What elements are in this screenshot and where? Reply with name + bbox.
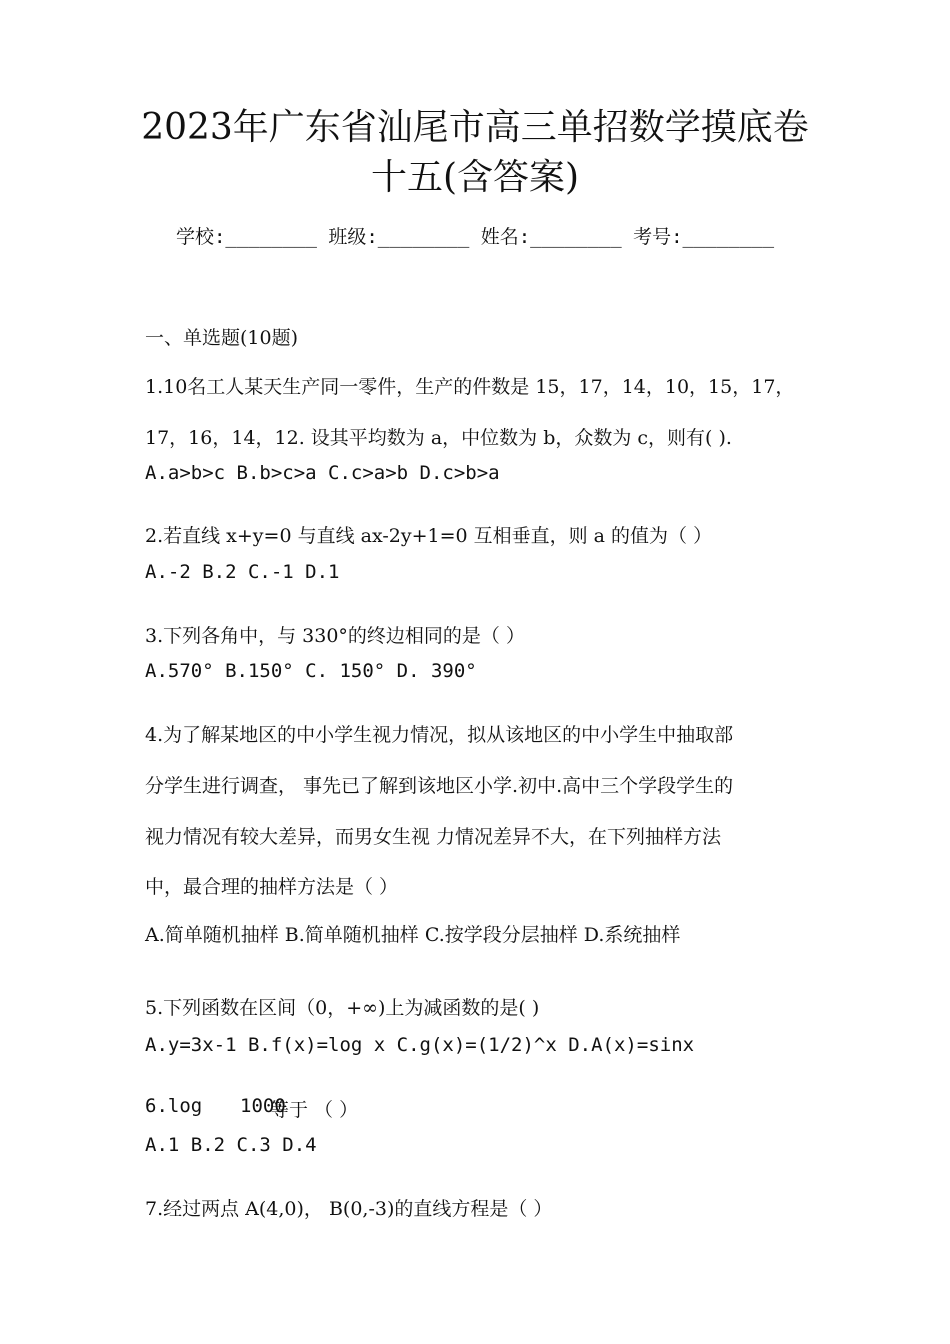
question-1-line-1: 1.10名工人某天生产同一零件，生产的件数是 15，17，14，10，15，17， xyxy=(145,376,795,398)
question-5-options: A.y=3x-1 B.f(x)=log x C.g(x)=(1/2)^x D.A(x)=sinx xyxy=(145,1034,695,1056)
question-6-stem-number: 1000 xyxy=(240,1095,286,1117)
question-1-line-2: 17，16，14，12. 设其平均数为 a，中位数为 b，众数为 c，则有( ). xyxy=(145,427,732,449)
question-4-line-1: 4.为了解某地区的中小学生视力情况，拟从该地区的中小学生中抽取部 xyxy=(145,724,734,746)
question-6-options: A.1 B.2 C.3 D.4 xyxy=(145,1134,317,1156)
question-4-line-3: 视力情况有较大差异，而男女生视 力情况差异不大，在下列抽样方法 xyxy=(145,826,722,848)
student-info-line: 学校:________ 班级:________ 姓名:________ 考号:________ xyxy=(175,226,775,248)
question-3-stem: 3.下列各角中，与 330°的终边相同的是（ ） xyxy=(145,625,525,647)
section-heading: 一、单选题(10题) xyxy=(145,327,299,349)
question-1-options: A.a>b>c B.b>c>a C.c>a>b D.c>b>a xyxy=(145,462,500,484)
question-5-stem: 5.下列函数在区间（0，+∞)上为减函数的是( ) xyxy=(145,997,540,1019)
question-2-stem: 2.若直线 x+y=0 与直线 ax-2y+1=0 互相垂直，则 a 的值为（ ） xyxy=(145,525,713,547)
question-4-line-4: 中，最合理的抽样方法是（ ） xyxy=(145,876,399,898)
question-4-options: A.简单随机抽样 B.简单随机抽样 C.按学段分层抽样 D.系统抽样 xyxy=(145,924,681,946)
exam-title-line-1: 2023年广东省汕尾市高三单招数学摸底卷 xyxy=(141,107,809,148)
question-6-stem-log: 6.log xyxy=(145,1095,203,1117)
question-6-stem-rest: 等于 （ ） xyxy=(270,1099,359,1121)
exam-title-line-2: 十五(含答案) xyxy=(370,157,580,198)
question-2-options: A.-2 B.2 C.-1 D.1 xyxy=(145,561,340,583)
question-3-options: A.570° B.150° C. 150° D. 390° xyxy=(145,660,477,682)
question-7-stem: 7.经过两点 A(4,0)， B(0,-3)的直线方程是（ ） xyxy=(145,1198,553,1220)
question-4-line-2: 分学生进行调查， 事先已了解到该地区小学.初中.高中三个学段学生的 xyxy=(145,775,734,797)
